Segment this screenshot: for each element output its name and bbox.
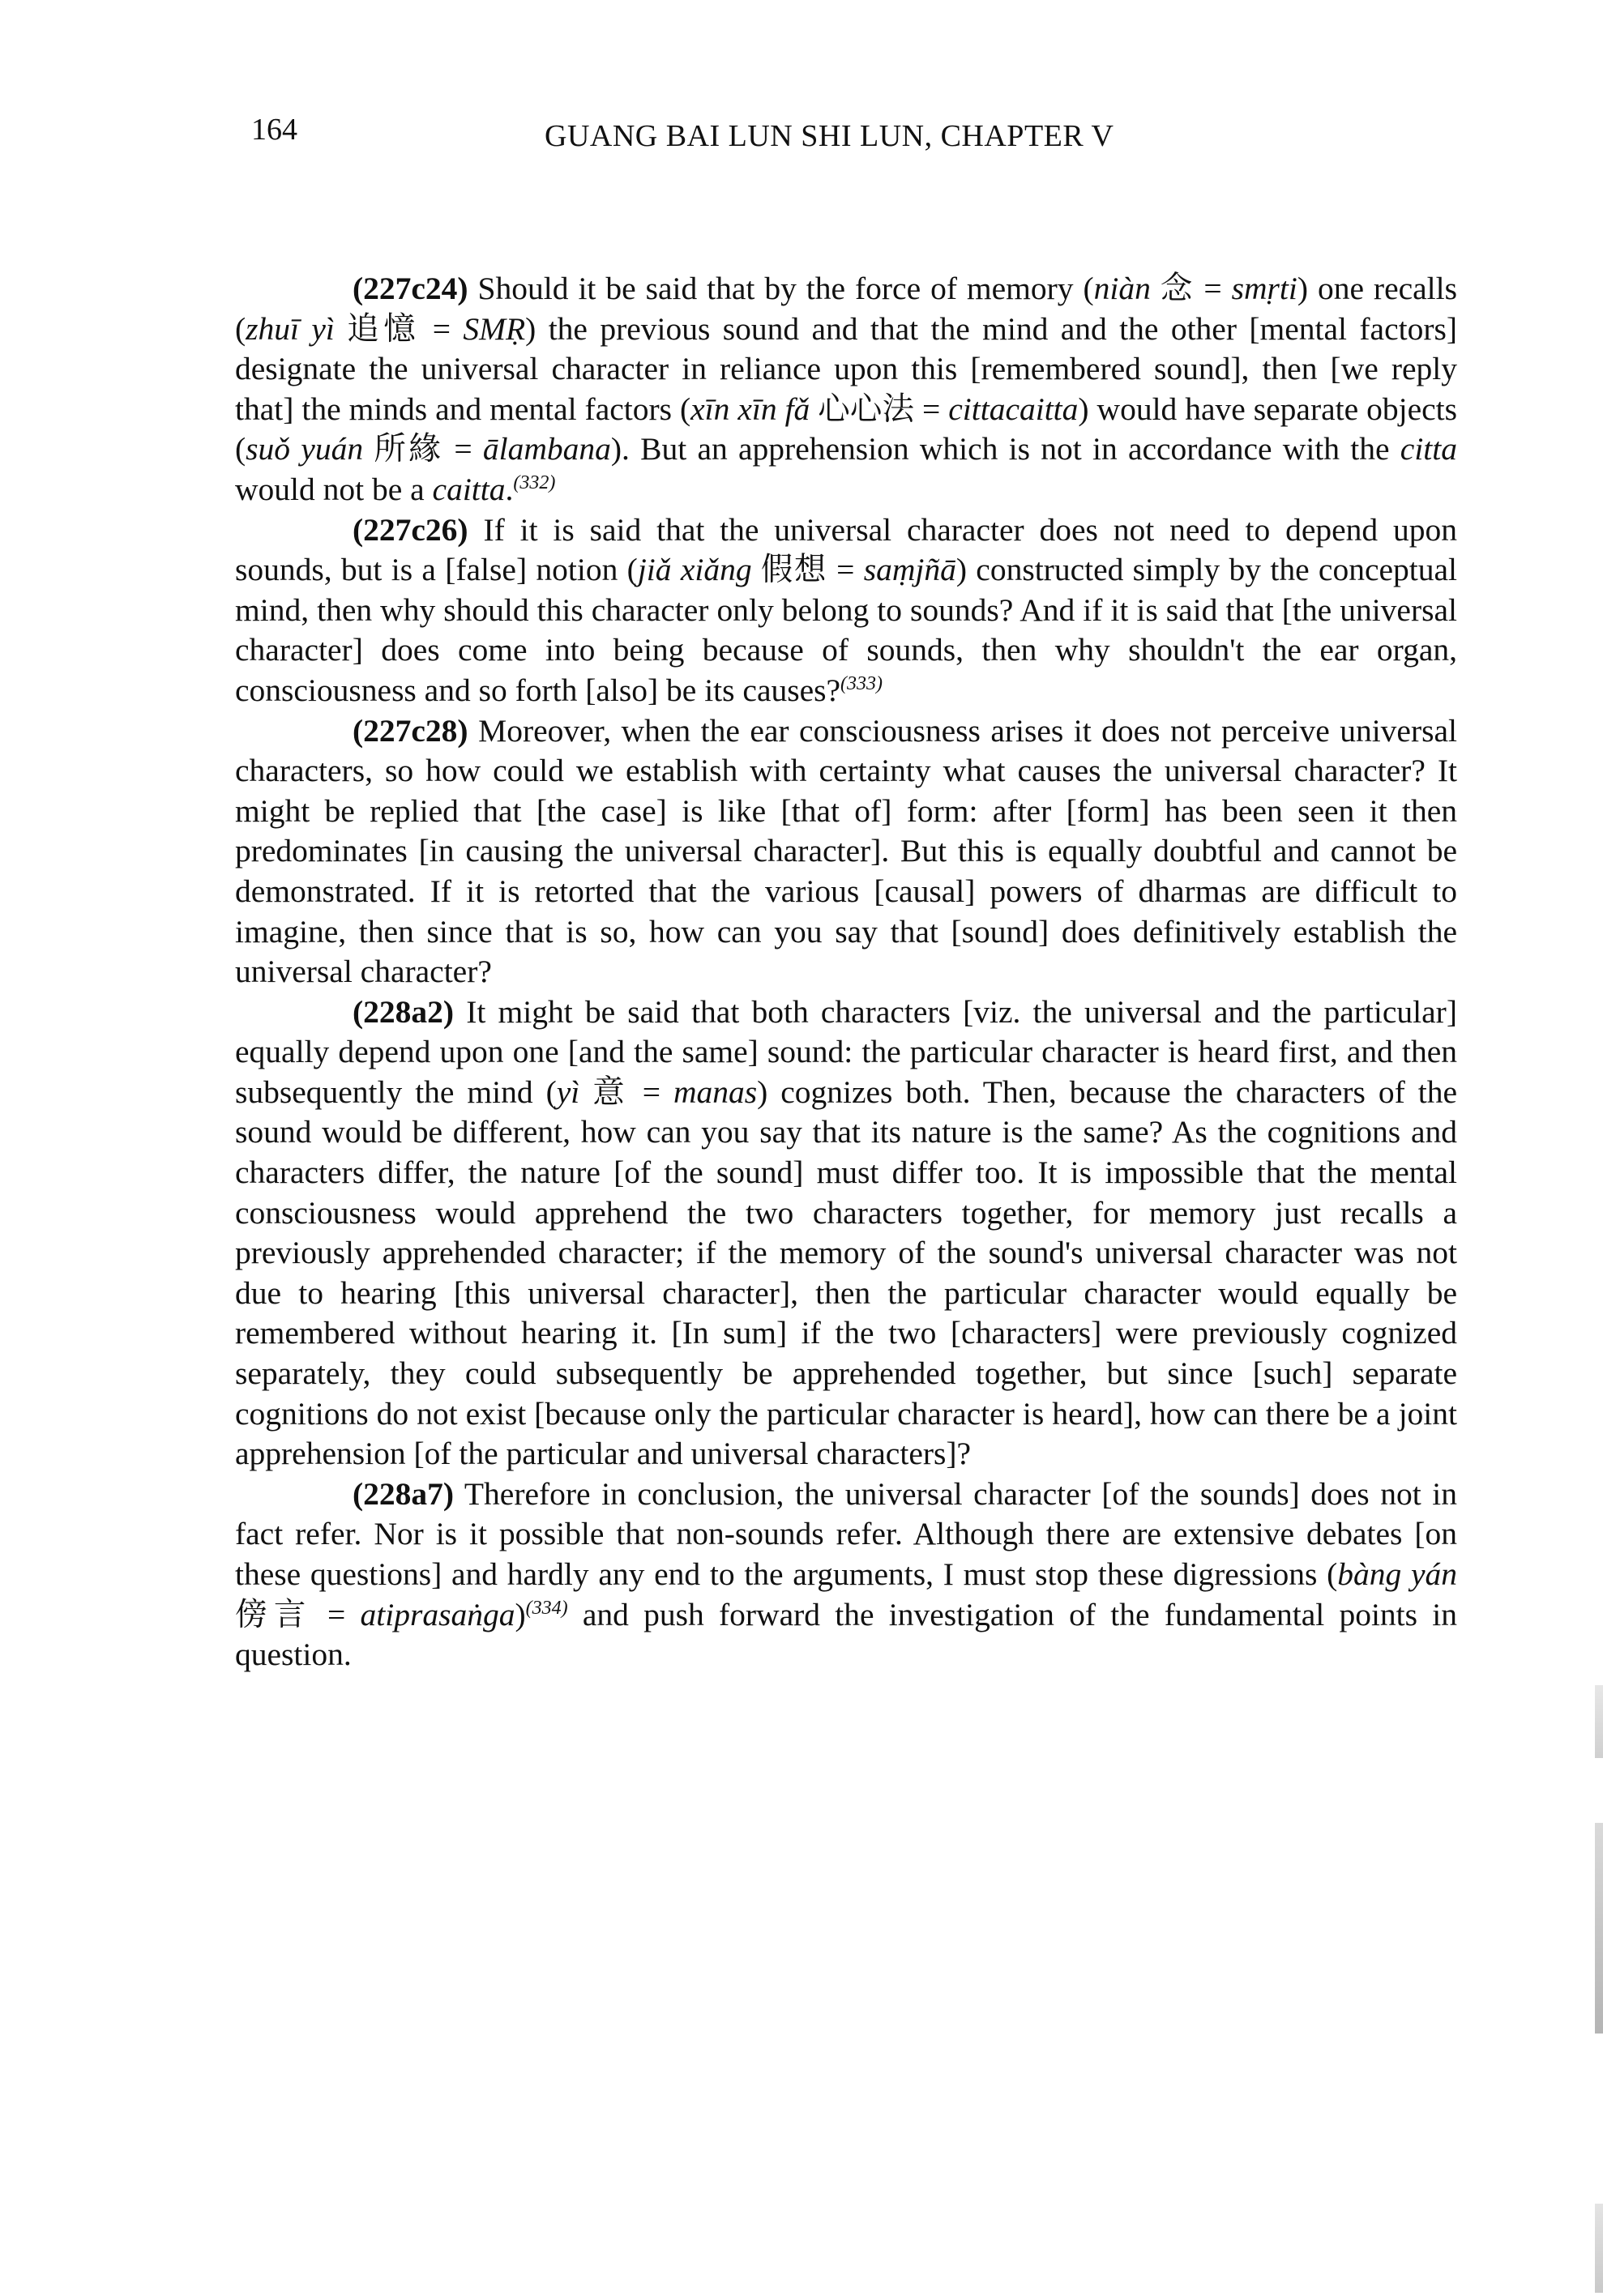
term: bàng yán — [1337, 1556, 1457, 1592]
paragraph — [235, 269, 1457, 510]
section-ref: (228a7) — [353, 1475, 455, 1512]
text-run: ). But an apprehension which is not in accordance with the — [610, 431, 1400, 467]
text-run: and push forward the investigation of the fundamental points in question. — [235, 1596, 1457, 1673]
term: cittacaitta — [948, 390, 1079, 427]
section-ref: (227c24) — [353, 271, 468, 306]
term: saṃjñā — [863, 552, 956, 588]
paragraph — [235, 1474, 1457, 1675]
paragraph — [235, 992, 1457, 1474]
text-run: ) the previous sound and that the mind and the other [mental factors] designate the universal character in reliance upon this [remembered sound], then [we reply that] the minds and mental factors ( — [235, 310, 1458, 427]
footnote-marker: (334) — [525, 1597, 568, 1619]
term: smṛti — [1231, 271, 1297, 306]
text-run: 心心法 = — [810, 390, 949, 427]
text-run: ) one recalls ( — [235, 271, 1458, 347]
footnote-marker: (332) — [513, 472, 556, 493]
term: niàn — [1093, 271, 1151, 306]
scan-edge-mark — [1595, 1823, 1603, 2034]
body-text — [235, 269, 1457, 1675]
running-head: GUANG BAI LUN SHI LUN, CHAPTER V — [545, 119, 1114, 153]
text-run: Therefore in conclusion, the universal character [of the sounds] does not in fact refer. Nor is it possible that non-sounds refer. Although there are extensive debates [on these questions] and hardly any end to the arguments, I must stop these digressions ( — [235, 1475, 1457, 1592]
paragraph — [235, 510, 1457, 711]
term: SMṚ — [463, 310, 526, 347]
text-run: ) constructed simply by the conceptual mind, then why should this character only belong to sounds? And if it is said that [the universal character] does come into being because of sounds, then why shouldn't the ear organ, consciousness and so forth [also] be its causes? — [235, 552, 1457, 708]
term: suǒ yuán — [246, 431, 364, 467]
text-run: Moreover, when the ear consciousness arises it does not perceive universal characters, so how could we establish with certainty what causes the universal character? It might be replied that [the case] is like [that of] form: after [form] has been seen it then predominates [in causing the universal character]. But this is equally doubtful and cannot be demonstrated. If it is retorted that the various [causal] powers of dharmas are difficult to imagine, then since that is so, how can you say that [sound] does definitively establish the universal character? — [235, 712, 1457, 990]
term: jiǎ xiǎng — [637, 552, 752, 588]
scan-edge-mark — [1595, 2204, 1603, 2293]
text-run: . — [505, 471, 514, 507]
term: manas — [673, 1073, 758, 1110]
text-run: 所緣 = — [363, 431, 483, 467]
text-run: 假想 = — [751, 552, 864, 588]
term: xīn xīn fǎ — [690, 390, 810, 427]
term: atiprasaṅga — [360, 1596, 515, 1632]
footnote-marker: (333) — [840, 672, 883, 694]
scan-edge-mark — [1595, 1685, 1603, 1758]
text-run: 念 = — [1150, 271, 1232, 306]
text-run: It might be said that both characters [viz. the universal and the particular] equally depend upon one [and the same] sound: the particular character is heard first, and then subsequently the mind ( — [235, 993, 1457, 1110]
term: ālambana — [482, 431, 611, 467]
text-run: ) — [515, 1596, 526, 1632]
text-run: 追憶 = — [334, 310, 464, 347]
text-run: would not be a — [235, 471, 433, 507]
text-run: ) cognizes both. Then, because the characters of the sound would be different, how can you say that its nature is the same? As the cognitions and characters differ, the nature [of the sound] must differ too. It is impossible that the mental consciousness would apprehend the two characters together, for memory just recalls a previously apprehended character; if the memory of the sound's universal character was not due to hearing [this universal character], then the particular character would equally be remembered without hearing it. [In sum] if the two [characters] were previously cognized separately, they could subsequently be apprehended together, but since [such] separate cognitions do not exist [because only the particular character is heard], how can there be a joint apprehension [of the particular and universal characters]? — [235, 1073, 1457, 1472]
text-run: 傍言 = — [235, 1596, 361, 1632]
page-number: 164 — [251, 113, 297, 147]
paragraph — [235, 711, 1457, 992]
term: yì — [556, 1073, 580, 1110]
term: zhuī yì — [246, 310, 335, 347]
section-ref: (227c26) — [353, 511, 468, 548]
text-run: If it is said that the universal character does not need to depend upon sounds, but is a [false] notion ( — [235, 511, 1457, 588]
text-run: ) would have separate objects ( — [235, 390, 1458, 467]
term: citta — [1400, 431, 1458, 467]
text-run: 意 = — [579, 1073, 673, 1110]
text-run: Should it be said that by the force of memory ( — [468, 271, 1094, 306]
term: caitta — [432, 471, 506, 507]
section-ref: (227c28) — [353, 712, 468, 749]
section-ref: (228a2) — [353, 993, 455, 1030]
